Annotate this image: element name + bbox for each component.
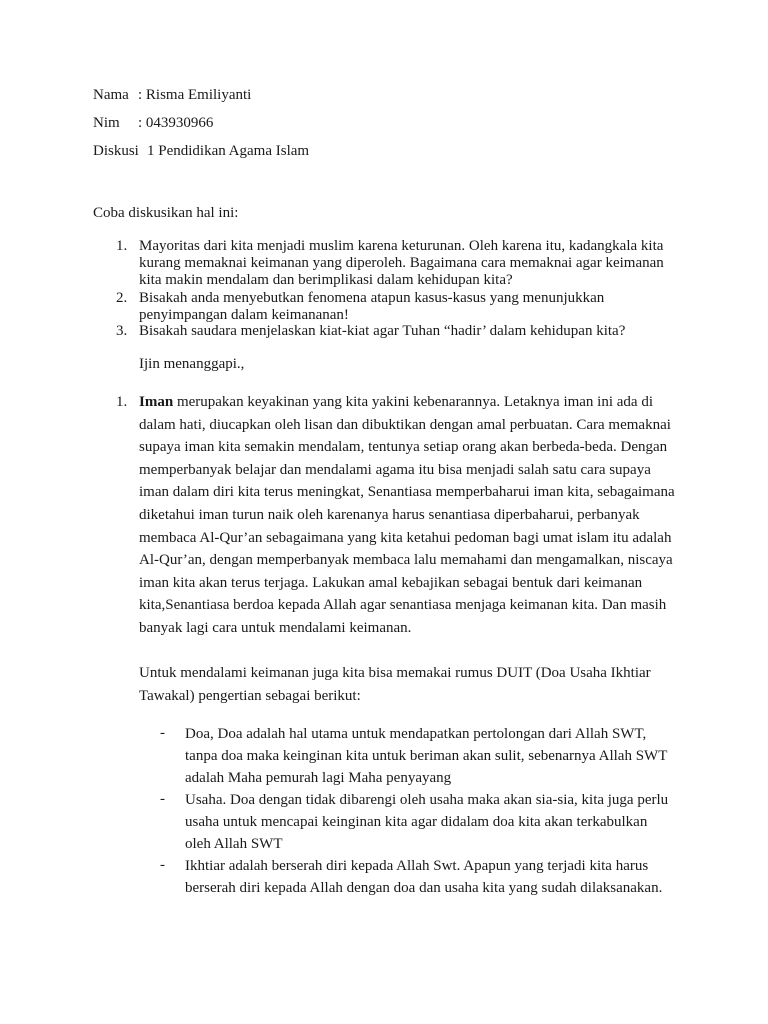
nim-label: Nim	[93, 115, 120, 131]
nama-label: Nama	[93, 87, 129, 103]
diskusi-value: 1 Pendidikan Agama Islam	[147, 143, 310, 159]
question-number: 1.	[116, 238, 128, 254]
bullet-dash: -	[160, 725, 165, 741]
bullet-text: Doa, Doa adalah hal utama untuk mendapatkan pertolongan dari Allah SWT, tanpa doa maka keinginan kita untuk beriman akan sulit, sebenarnya Allah SWT adalah Maha pemurah lagi Maha penyayang	[185, 726, 668, 786]
bullet-dash: -	[160, 857, 165, 873]
reply-opening: Ijin menanggapi.,	[139, 356, 245, 372]
answer-paragraph	[139, 391, 679, 640]
bullet-dash: -	[160, 791, 165, 807]
answer-bold-term: Iman	[139, 394, 174, 410]
answer-number: 1.	[116, 394, 128, 410]
bullet-text: Ikhtiar adalah berserah diri kepada Allah Swt. Apapun yang terjadi kita harus berserah diri kepada Allah dengan doa dan usaha kita yang sudah dilaksanakan.	[185, 858, 663, 896]
intro-text: Coba diskusikan hal ini:	[93, 205, 239, 221]
question-text: Bisakah anda menyebutkan fenomena atapun kasus-kasus yang menunjukkan penyimpangan dalam keimananan!	[139, 290, 605, 323]
answer-text: merupakan keyakinan yang kita yakini kebenarannya. Letaknya iman ini ada di dalam hati, diucapkan oleh lisan dan dibuktikan dengan amal perbuatan. Cara memaknai supaya iman kita semakin mendalam, tentunya setiap orang akan berbeda-beda. Dengan memperbanyak belajar dan mendalami agama itu bisa menjadi salah satu cara supaya iman dalam diri kita terus meningkat, Senantiasa memperbaharui iman kita, sebagaimana diketahui iman turun naik oleh karenanya harus senantiasa diperbaharui, perbanyak membaca Al-Qur’an sebagaimana yang kita ketahui pedoman bagi umat islam itu adalah Al-Qur’an, dengan memperbanyak membaca lalu memahami dan mengamalkan, niscaya iman kita akan terus terjaga. Lakukan amal kebajikan sebagai bentuk dari keimanan kita,Senantiasa berdoa kepada Allah agar senantiasa menjaga keimanan kita. Dan masih banyak lagi cara untuk mendalami keimanan.	[139, 394, 675, 636]
bullet-text: Usaha. Doa dengan tidak dibarengi oleh usaha maka akan sia-sia, kita juga perlu usaha untuk mencapai keinginan kita agar didalam doa kita akan terkabulkan oleh Allah SWT	[185, 792, 669, 852]
question-text: Mayoritas dari kita menjadi muslim karena keturunan. Oleh karena itu, kadangkala kita kurang memaknai keimanan yang diperoleh. Bagaimana cara memaknai agar keimanan kita makin mendalam dan berimplikasi dalam kehidupan kita?	[139, 238, 664, 288]
nama-value: : Risma Emiliyanti	[138, 87, 252, 103]
question-number: 3.	[116, 323, 128, 339]
question-number: 2.	[116, 290, 128, 306]
diskusi-label: Diskusi	[93, 143, 139, 159]
nim-value: : 043930966	[138, 115, 214, 131]
question-text: Bisakah saudara menjelaskan kiat-kiat agar Tuhan “hadir’ dalam kehidupan kita?	[139, 323, 626, 339]
duit-intro-paragraph: Untuk mendalami keimanan juga kita bisa memakai rumus DUIT (Doa Usaha Ikhtiar Tawakal) pengertian sebagai berikut:	[139, 665, 651, 704]
